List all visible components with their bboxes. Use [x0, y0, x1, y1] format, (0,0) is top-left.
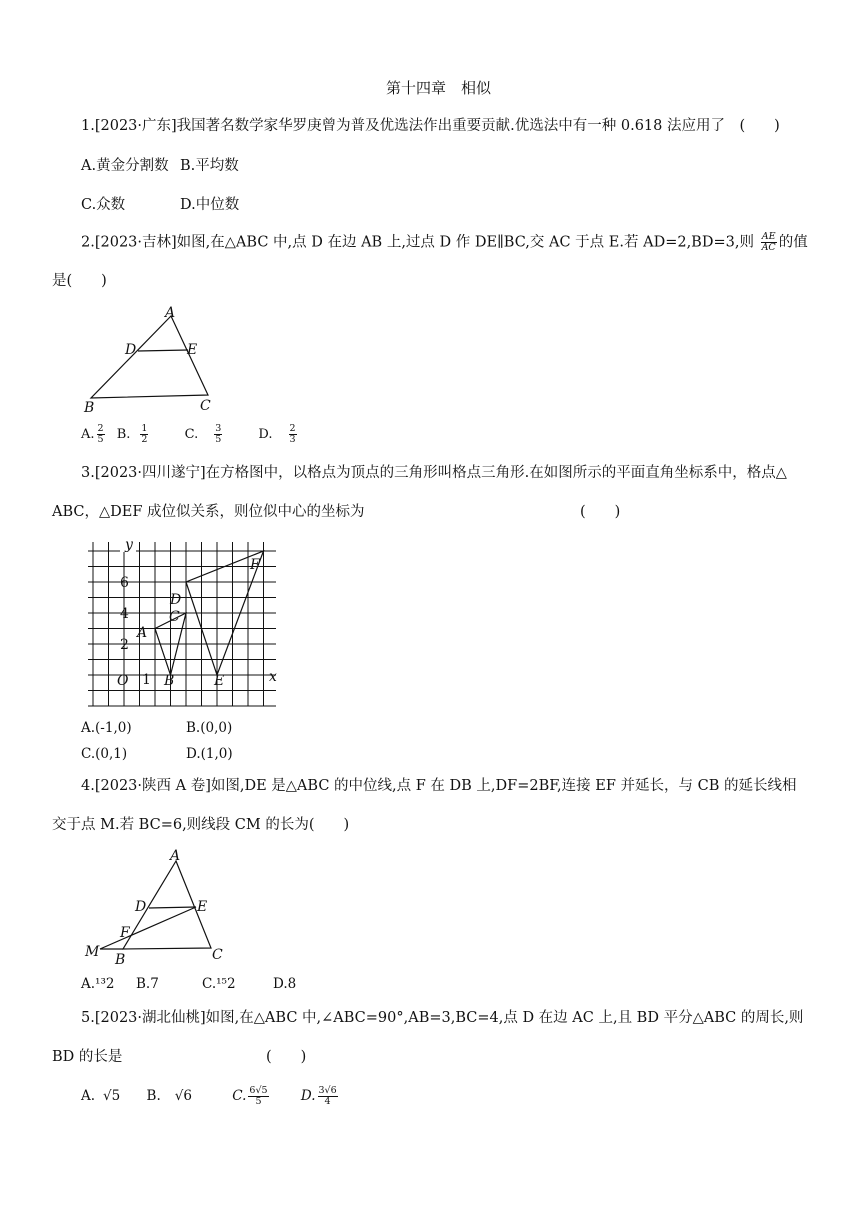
q2-option-b-num: 1	[141, 423, 148, 434]
q2-option-b-den: 2	[141, 434, 148, 445]
q3-stem-line2: ABC，△DEF 成位似关系，则位似中心的坐标为	[52, 504, 365, 520]
q5-option-d	[300, 1085, 340, 1107]
q3-tick-y-2: 2	[120, 637, 129, 653]
q5-option-c-num: 6√5	[249, 1085, 268, 1096]
q2-label-b: B	[84, 400, 95, 416]
q5-option-a	[81, 1088, 120, 1104]
q4-segment-me	[100, 907, 196, 949]
q2-label-c: C	[200, 398, 211, 414]
q2-stem-text: 2.[2023·吉林]如图,在△ABC 中,点 D 在边 AB 上,过点 D 作 DE∥BC,交 AC 于点 E.若 AD=2,BD=3,则	[81, 234, 754, 251]
q2-option-b	[116, 423, 151, 445]
q3-option-c: C.(0,1)	[81, 746, 128, 762]
q4-label-d: D	[135, 899, 147, 915]
q2-option-b-frac	[140, 424, 148, 445]
q5-option-a-label: A.	[81, 1088, 96, 1104]
q2-stem	[81, 232, 808, 253]
q3-stem-line1: 3.[2023·四川遂宁]在方格图中，以格点为顶点的三角形叫格点三角形.在如图所示的平面直角坐标系中，格点△	[81, 465, 787, 481]
q3-origin-label: O	[117, 673, 129, 689]
q2-option-c-num: 3	[215, 423, 222, 434]
q4-stem-line1: 4.[2023·陕西 A 卷]如图,DE 是△ABC 的中位线,点 F 在 DB 上,DF=2BF,连接 EF 并延长，与 CB 的延长线相	[81, 778, 797, 794]
q3-label-c: C	[169, 609, 180, 625]
q3-label-a: A	[137, 625, 148, 641]
q2-triangle-figure	[80, 300, 220, 420]
q3-tick-y-4: 4	[120, 606, 129, 622]
q2-option-a-label: A.	[81, 427, 95, 442]
q5-answer-paren: ( )	[266, 1049, 307, 1065]
q3-option-b: B.(0,0)	[186, 720, 233, 736]
q5-option-c-label: C.	[232, 1088, 247, 1104]
q3-option-a: A.(-1,0)	[81, 720, 132, 736]
q5-option-d-frac	[318, 1086, 338, 1107]
q4-label-f: F	[120, 925, 130, 941]
q2-option-c-frac	[214, 424, 222, 445]
q2-fraction-den: AC	[761, 242, 776, 253]
q3-axis-x-label: x	[269, 669, 277, 685]
q3-tick-x-1: 1	[142, 672, 151, 688]
q1-option-a: A.黄金分割数	[81, 158, 169, 174]
q4-segment-de	[149, 907, 196, 908]
q5-option-b-label: B.	[146, 1088, 161, 1104]
q2-option-a-frac	[97, 424, 105, 445]
q3-label-f: F	[250, 557, 260, 573]
q2-option-a	[81, 423, 107, 445]
q3-label-e: E	[214, 673, 225, 689]
q1-option-b: B.平均数	[180, 158, 239, 174]
q2-stem-tail: 的值	[778, 234, 808, 251]
q5-stem-line2: BD 的长是	[52, 1049, 123, 1065]
q2-fraction-num: AE	[761, 231, 776, 242]
q2-option-c-label: C.	[184, 427, 199, 442]
q5-option-b-value: √6	[174, 1088, 192, 1104]
q3-axis-y-label: y	[125, 537, 133, 553]
q4-label-e: E	[197, 899, 208, 915]
chapter-title: 第十四章 相似	[386, 79, 492, 97]
q5-option-c	[232, 1085, 270, 1107]
q2-fraction	[761, 232, 777, 253]
q4-option-c: C.¹⁵2	[202, 976, 236, 992]
q5-option-d-num: 3√6	[318, 1085, 337, 1096]
q2-option-c	[184, 423, 225, 445]
q4-label-c: C	[212, 947, 223, 963]
q3-tick-y-6: 6	[120, 575, 129, 591]
q2-option-d	[258, 423, 298, 445]
q1-option-d: D.中位数	[180, 197, 240, 213]
q2-option-c-den: 5	[215, 434, 222, 445]
q2-label-e: E	[187, 342, 198, 358]
q3-label-d: D	[170, 592, 182, 608]
q4-option-b: B.7	[136, 976, 159, 992]
q2-options	[81, 424, 299, 445]
q2-option-d-label: D.	[258, 427, 273, 442]
q1-option-c: C.众数	[81, 197, 126, 213]
q4-triangle-figure	[80, 845, 240, 970]
q4-option-d: D.8	[273, 976, 297, 992]
q2-option-d-frac	[289, 424, 297, 445]
q4-label-b: B	[115, 952, 126, 968]
q2-segment-de	[138, 350, 188, 351]
q2-option-b-label: B.	[116, 427, 131, 442]
q5-option-d-den: 4	[324, 1096, 331, 1107]
q2-option-d-num: 2	[289, 423, 296, 434]
q1-stem: 1.[2023·广东]我国著名数学家华罗庚曾为普及优选法作出重要贡献.优选法中有一种 0.618 法应用了 ( )	[81, 118, 780, 134]
q2-option-a-num: 2	[97, 423, 104, 434]
q2-option-d-den: 3	[289, 434, 296, 445]
q4-label-m: M	[85, 944, 100, 960]
q5-stem-line1: 5.[2023·湖北仙桃]如图,在△ABC 中,∠ABC=90°,AB=3,BC=4,点 D 在边 AC 上,且 BD 平分△ABC 的周长,则	[81, 1010, 804, 1026]
q3-label-b: B	[164, 673, 175, 689]
q5-option-c-frac	[248, 1086, 268, 1107]
q2-stem-line2: 是( )	[52, 273, 107, 289]
q2-label-a: A	[165, 305, 176, 321]
q5-option-d-label: D.	[300, 1088, 316, 1104]
q5-option-b	[147, 1088, 192, 1104]
q3-option-d: D.(1,0)	[186, 746, 233, 762]
q4-option-a: A.¹³2	[81, 976, 115, 992]
q5-option-c-den: 5	[255, 1096, 262, 1107]
q3-answer-paren: ( )	[580, 504, 621, 520]
q5-option-a-value: √5	[103, 1088, 121, 1104]
q2-label-d: D	[125, 342, 137, 358]
q4-stem-line2: 交于点 M.若 BC=6,则线段 CM 的长为( )	[52, 817, 350, 833]
q3-grid-figure	[80, 536, 285, 711]
q4-label-a: A	[170, 848, 181, 864]
q2-option-a-den: 5	[97, 434, 104, 445]
q5-options	[81, 1086, 340, 1107]
